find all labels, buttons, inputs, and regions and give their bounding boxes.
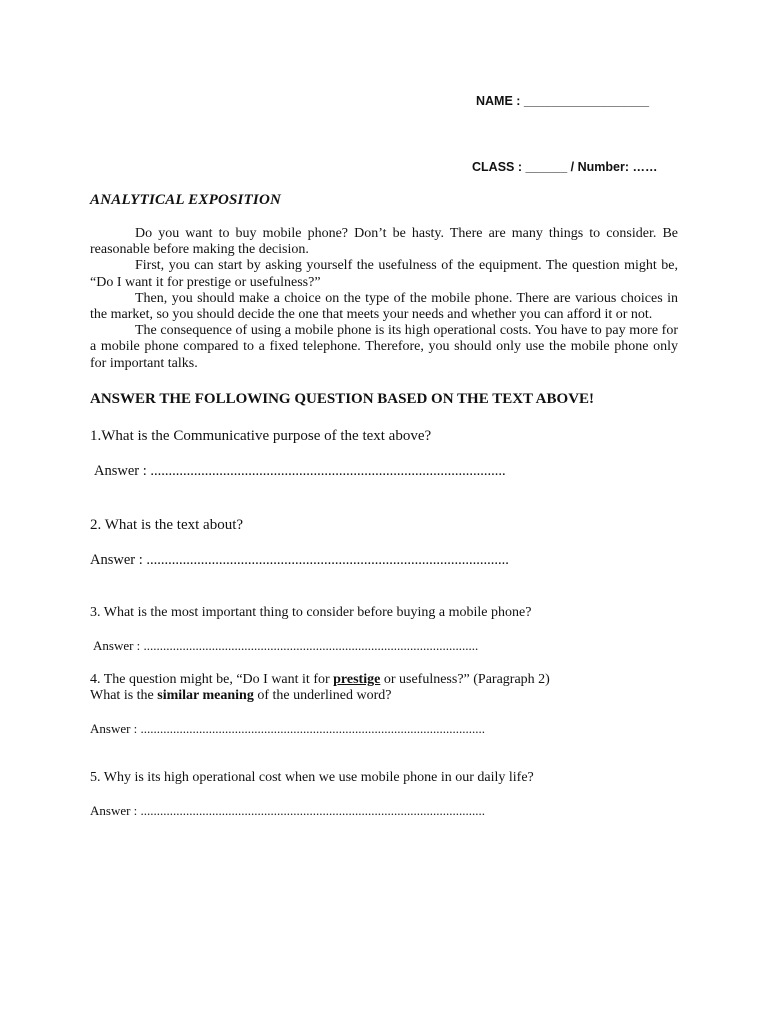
answer-line-3: Answer : ....................................................................................................... [93, 638, 479, 653]
question-2: 2. What is the text about? [90, 517, 244, 533]
passage-paragraph-2: First, you can start by asking yourself the usefulness of the equipment. The question might be, “Do I want it for prestige or usefulness?” [90, 258, 678, 290]
passage-paragraph-1: Do you want to buy mobile phone? Don’t be hasty. There are many things to consider. Be reasonable before making the decision. [90, 226, 678, 258]
question-5: 5. Why is its high operational cost when we use mobile phone in our daily life? [90, 770, 534, 785]
answer-line-5: Answer : .......................................................................................................... [90, 803, 486, 818]
document-title: ANALYTICAL EXPOSITION [90, 192, 282, 208]
name-field-label: NAME : __________________ [476, 94, 650, 108]
question-4-line-2 [90, 688, 550, 704]
question-4-line-2-end: of the underlined word? [253, 688, 392, 703]
question-4-line-1 [90, 672, 550, 688]
reading-passage [90, 226, 678, 372]
similar-meaning-phrase: similar meaning [157, 688, 254, 703]
passage-paragraph-3: Then, you should make a choice on the type of the mobile phone. There are various choices in the market, so you should decide the one that meets your needs and whether you can afford it or not. [90, 290, 678, 323]
question-4 [90, 672, 550, 704]
passage-paragraph-4: The consequence of using a mobile phone is its high operational costs. You have to pay more for a mobile phone compared to a fixed telephone. Therefore, you should only use the mobile phone only for important talks. [90, 323, 678, 371]
answer-line-4: Answer : .......................................................................................................... [90, 721, 486, 736]
answer-line-1: Answer : .................................................................................................. [94, 463, 506, 479]
question-4-text-end: or usefulness?” (Paragraph 2) [380, 672, 550, 687]
question-1: 1.What is the Communicative purpose of the text above? [90, 428, 432, 444]
instruction-heading: ANSWER THE FOLLOWING QUESTION BASED ON THE TEXT ABOVE! [90, 391, 595, 407]
answer-line-2: Answer : .................................................................................................... [90, 552, 509, 568]
question-4-text-start: 4. The question might be, “Do I want it for [90, 672, 334, 687]
question-4-line-2-start: What is the [90, 688, 158, 703]
underlined-word: prestige [333, 672, 381, 687]
question-3: 3. What is the most important thing to consider before buying a mobile phone? [90, 605, 532, 620]
class-number-field-label: CLASS : ______ / Number: …… [472, 160, 658, 174]
